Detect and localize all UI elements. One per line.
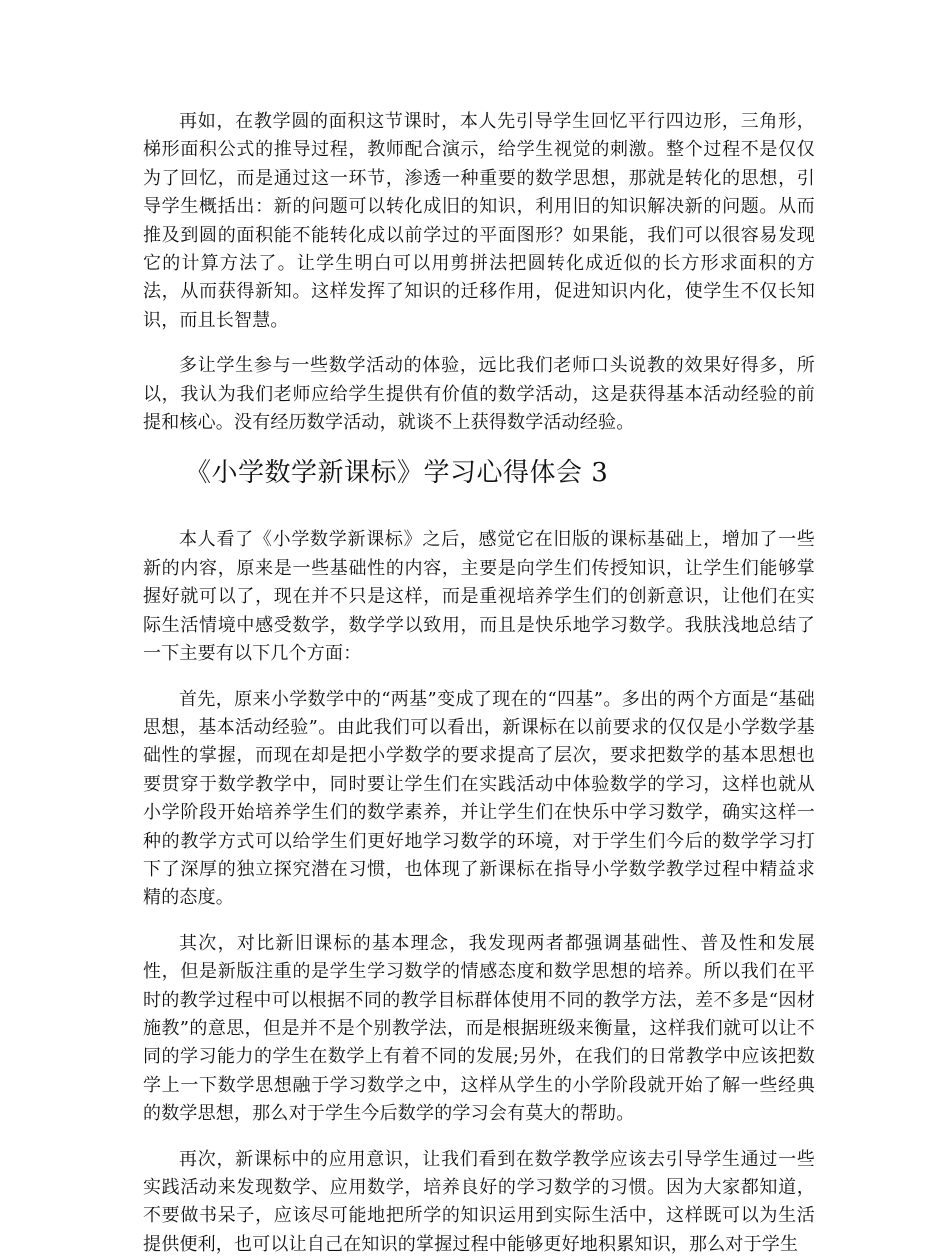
paragraph-first-point: 首先，原来小学数学中的“两基”变成了现在的“四基”。多出的两个方面是“基础思想，基本活动经验”。由此我们可以看出，新课标在以前要求的仅仅是小学数学基础性的掌握，而现在却是把小学数学的要求提高了层次，要求把数学的基本思想也要贯穿于数学教学中，同时要让学生们在实践活动中体验数学的学习，这样也就从小学阶段开始培养学生们的数学素养，并让学生们在快乐中学习数学，确实这样一种的教学方式可以给学生们更好地学习数学的环境，对于学生们今后的数学学习打下了深厚的独立探究潜在习惯，也体现了新课标在指导小学数学教学过程中精益求精的态度。 <box>143 688 815 909</box>
section-heading: 《小学数学新课标》学习心得体会 3 <box>185 458 609 489</box>
paragraph-intro: 本人看了《小学数学新课标》之后，感觉它在旧版的课标基础上，增加了一些新的内容，原来是一些基础性的内容，主要是向学生们传授知识，让学生们能够掌握好就可以了，现在并不只是这样，而是重视培养学生们的创新意识，让他们在实际生活情境中感受数学，数学学以致用，而且是快乐地学习数学。我肤浅地总结了一下主要有以下几个方面： <box>143 529 815 665</box>
paragraph-math-activities: 多让学生参与一些数学活动的体验，远比我们老师口头说教的效果好得多，所以，我认为我们老师应给学生提供有价值的数学活动，这是获得基本活动经验的前提和核心。没有经历数学活动，就谈不上获得数学活动经验。 <box>143 355 815 434</box>
paragraph-circle-area: 再如，在教学圆的面积这节课时，本人先引导学生回忆平行四边形，三角形，梯形面积公式的推导过程，教师配合演示，给学生视觉的刺激。整个过程不是仅仅为了回忆，而是通过这一环节，渗透一种重要的数学思想，那就是转化的思想，引导学生概括出：新的问题可以转化成旧的知识，利用旧的知识解决新的问题。从而推及到圆的面积能不能转化成以前学过的平面图形？如果能，我们可以很容易发现它的计算方法了。让学生明白可以用剪拼法把圆转化成近似的长方形求面积的方法，从而获得新知。这样发挥了知识的迁移作用，促进知识内化，使学生不仅长知识，而且长智慧。 <box>143 111 815 331</box>
paragraph-second-point: 其次，对比新旧课标的基本理念，我发现两者都强调基础性、普及性和发展性，但是新版注重的是学生学习数学的情感态度和数学思想的培养。所以我们在平时的教学过程中可以根据不同的教学目标群体使用不同的教学方法，差不多是“因材施教”的意思，但是并不是个别教学法，而是根据班级来衡量，这样我们就可以让不同的学习能力的学生在数学上有着不同的发展;另外，在我们的日常教学中应该把数学上一下数学思想融于学习数学之中，这样从学生的小学阶段就开始了解一些经典的数学思想，那么对于学生今后数学的学习会有莫大的帮助。 <box>143 932 815 1125</box>
paragraph-third-point: 再次，新课标中的应用意识，让我们看到在数学教学应该去引导学生通过一些实践活动来发现数学、应用数学，培养良好的学习数学的习惯。因为大家都知道，不要做书呆子，应该尽可能地把所学的知识运用到实际生活中，这样既可以为生活提供便利，也可以让自己在知识的掌握过程中能够更好地积累知识，那么对于学生 <box>143 1148 815 1255</box>
document-page <box>143 108 815 1259</box>
